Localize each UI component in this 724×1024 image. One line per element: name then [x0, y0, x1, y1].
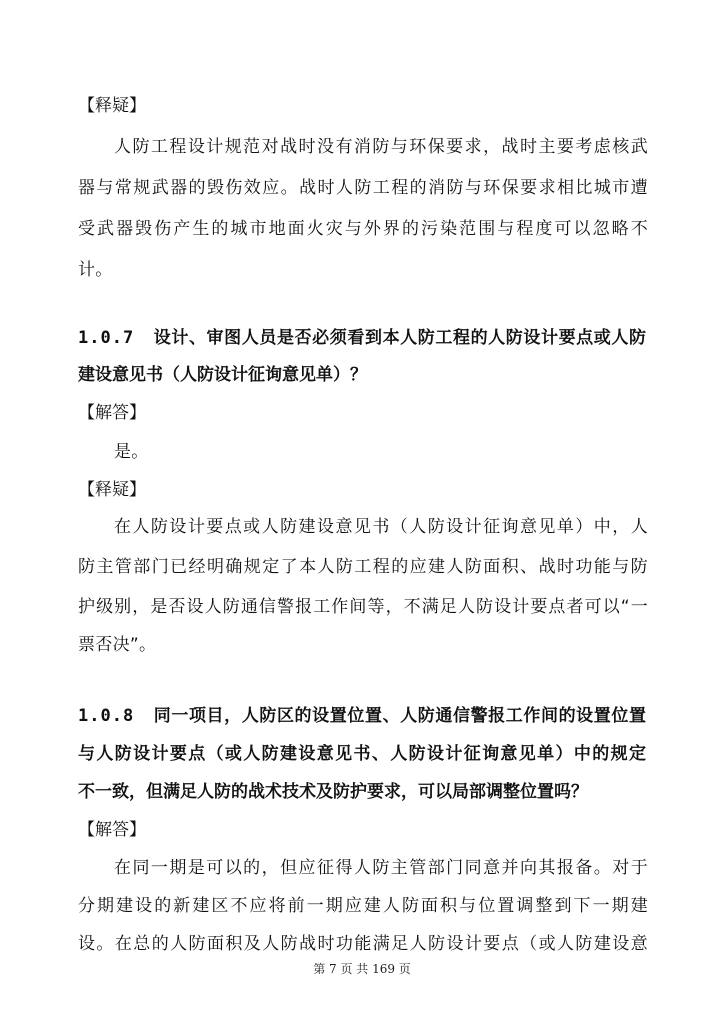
paragraph-line: 票否决”。: [78, 635, 157, 655]
question-text: 同一项目，人防区的设置位置、人防通信警报工作间的设置位置: [153, 706, 646, 726]
section-tag-answer: 【解答】: [78, 820, 146, 840]
paragraph-line: 器与常规武器的毁伤效应。战时人防工程的消防与环保要求相比城市遭: [78, 178, 648, 198]
paragraph-line: 在同一期是可以的，但应征得人防主管部门同意并向其报备。对于: [114, 858, 648, 878]
section-tag-explanation: 【释疑】: [78, 96, 146, 116]
question-1-0-7-line-2: 建设意见书（人防设计征询意见单）？: [78, 365, 367, 385]
question-number: 1.0.8: [78, 706, 135, 726]
question-number: 1.0.7: [78, 328, 135, 348]
paragraph-line: 分期建设的新建区不应将前一期应建人防面积与位置调整到下一期建: [78, 896, 648, 916]
paragraph-line: 计。: [78, 260, 113, 280]
section-tag-answer: 【解答】: [78, 403, 146, 423]
question-1-0-8-line-3: 不一致，但满足人防的战术技术及防护要求，可以局部调整位置吗？: [78, 782, 588, 802]
paragraph-line: 护级别，是否设人防通信警报工作间等，不满足人防设计要点者可以“一: [78, 597, 648, 617]
question-1-0-8-line-2: 与人防设计要点（或人防建设意见书、人防设计征询意见单）中的规定: [78, 744, 646, 764]
page-footer: 第 7 页 共 169 页: [313, 962, 411, 976]
question-text: 设计、审图人员是否必须看到本人防工程的人防设计要点或人防: [153, 328, 646, 348]
paragraph-line: 设。在总的人防面积及人防战时功能满足人防设计要点（或人防建设意: [78, 934, 648, 954]
paragraph-line: 在人防设计要点或人防建设意见书（人防设计征询意见单）中，人: [114, 517, 648, 537]
answer-text: 是。: [114, 442, 149, 462]
paragraph-line: 人防工程设计规范对战时没有消防与环保要求，战时主要考虑核武: [114, 137, 648, 157]
paragraph-line: 受武器毁伤产生的城市地面火灾与外界的污染范围与程度可以忽略不: [78, 219, 648, 239]
section-tag-explanation: 【释疑】: [78, 480, 146, 500]
question-1-0-8-line-1: [78, 705, 646, 727]
paragraph-line: 防主管部门已经明确规定了本人防工程的应建人防面积、战时功能与防: [78, 557, 648, 577]
question-1-0-7-line-1: [78, 327, 646, 349]
